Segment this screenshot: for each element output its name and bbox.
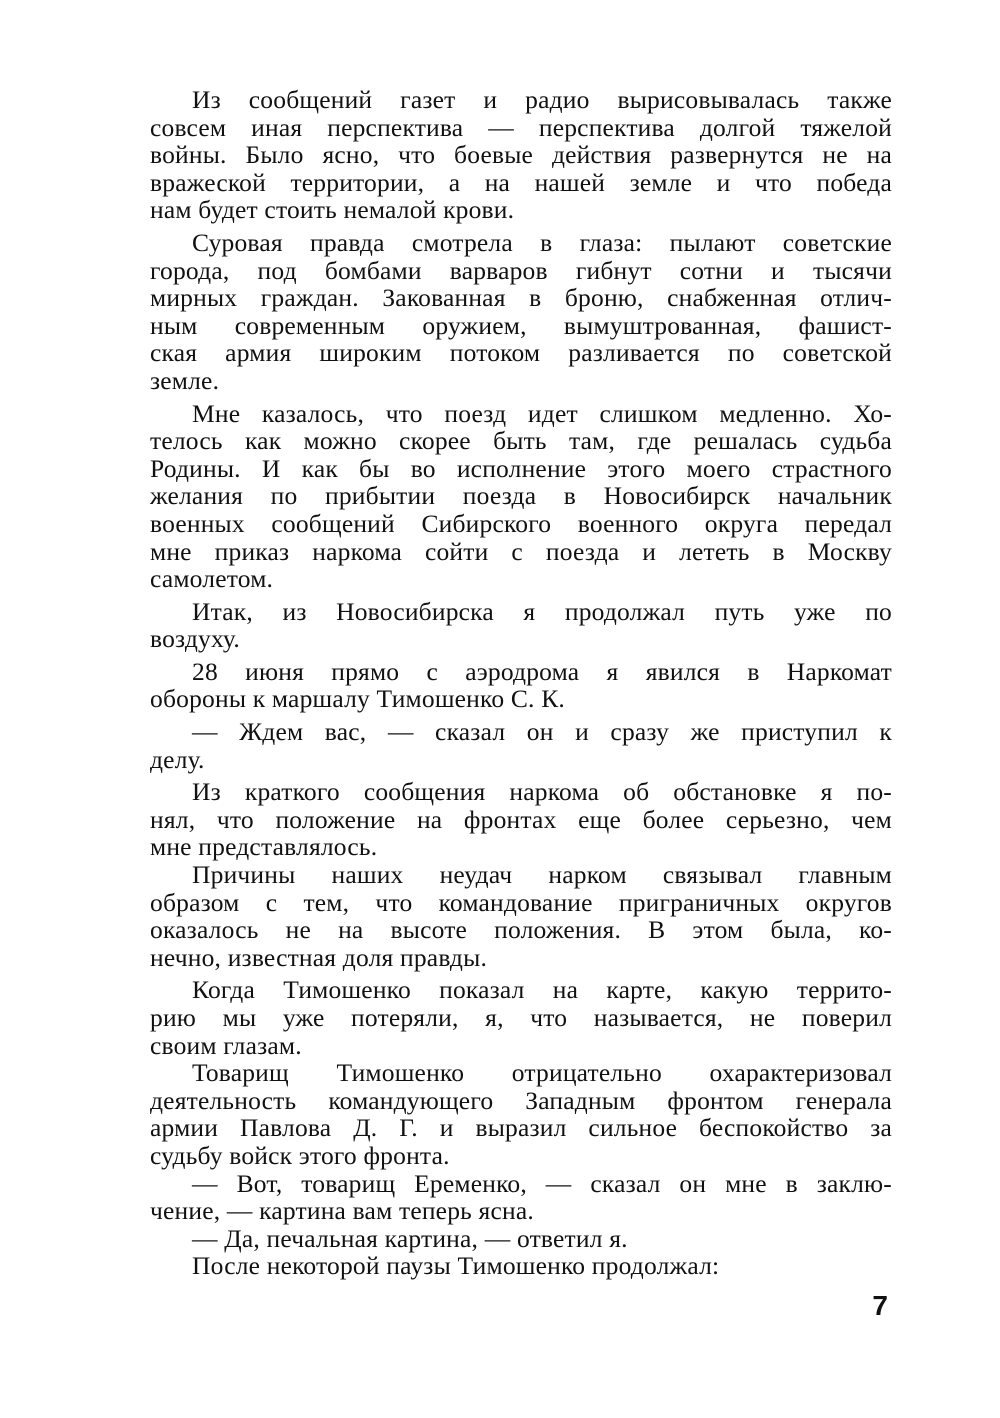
text-line: своим глазам.	[150, 1030, 302, 1060]
text-line: нял, что положение на фронтах еще более серьезно, чем	[150, 804, 892, 834]
paragraph-1	[150, 86, 892, 224]
page-body	[150, 86, 892, 1280]
text-line: ным современным оружием, вымуштрованная, фашист-	[150, 310, 892, 340]
text-line: желания по прибытии поезда в Новосибирск начальник	[150, 481, 892, 511]
text-line: деятельность командующего Западным фронтом генерала	[150, 1085, 892, 1115]
text-line: мне представлялось.	[150, 832, 378, 862]
text-line: Итак, из Новосибирска я продолжал путь уже по	[192, 596, 892, 626]
text-line: Родины. И как бы во исполнение этого моего страстного	[150, 453, 892, 483]
text-line: телось как можно скорее быть там, где решалась судьба	[150, 426, 892, 456]
text-line: города, под бомбами варваров гибнут сотни и тысячи	[150, 255, 892, 285]
paragraph-10	[150, 1059, 892, 1169]
text-line: оказалось не на высоте положения. В этом была, ко-	[150, 915, 892, 945]
text-line: чение, — картина вам теперь ясна.	[150, 1196, 534, 1226]
text-line: совсем иная перспектива — перспектива долгой тяжелой	[150, 112, 892, 142]
text-line: Когда Тимошенко показал на карте, какую террито-	[192, 975, 892, 1005]
text-line: воздуху.	[150, 624, 240, 654]
text-line: Товарищ Тимошенко отрицательно охарактеризовал	[192, 1058, 892, 1088]
text-line: самолетом.	[150, 564, 274, 594]
page-number: 7	[872, 1290, 888, 1321]
text-line: 28 июня прямо с аэродрома я явился в Наркомат	[192, 656, 892, 686]
text-line: вражеской территории, а на нашей земле и что победа	[150, 167, 892, 197]
text-line: — Ждем вас, — сказал он и сразу же приступил к	[192, 717, 892, 747]
text-line: делу.	[150, 744, 205, 774]
paragraph-6	[150, 718, 892, 773]
text-line: Из краткого сообщения наркома об обстановке я по-	[192, 777, 892, 807]
text-line: нечно, известная доля правды.	[150, 942, 488, 972]
text-line: Мне казалось, что поезд идет слишком медленно. Хо-	[192, 398, 892, 428]
text-line: Суровая правда смотрела в глаза: пылают советские	[192, 227, 892, 257]
text-line: обороны к маршалу Тимошенко С. К.	[150, 684, 565, 714]
paragraph-8	[150, 861, 892, 971]
text-line: военных сообщений Сибирского военного округа передал	[150, 508, 892, 538]
text-line: земле.	[150, 365, 220, 395]
paragraph-13	[150, 1252, 892, 1280]
paragraph-9	[150, 976, 892, 1059]
paragraph-12	[150, 1225, 892, 1253]
text-line: мирных граждан. Закованная в броню, снабженная отлич-	[150, 283, 892, 313]
text-line: образом с тем, что командование приграничных округов	[150, 887, 892, 917]
paragraph-5	[150, 658, 892, 713]
text-line: войны. Было ясно, что боевые действия развернутся не на	[150, 140, 892, 170]
text-line: армии Павлова Д. Г. и выразил сильное беспокойство за	[150, 1113, 892, 1143]
paragraph-2	[150, 229, 892, 395]
text-line: рию мы уже потеряли, я, что называется, не поверил	[150, 1003, 892, 1032]
text-line: После некоторой паузы Тимошенко продолжал:	[192, 1251, 720, 1281]
text-line: судьбу войск этого фронта.	[150, 1140, 450, 1170]
text-line: ская армия широким потоком разливается по советской	[150, 338, 892, 368]
text-line: — Вот, товарищ Еременко, — сказал он мне в заклю-	[192, 1168, 892, 1198]
text-line: нам будет стоить немалой крови.	[150, 195, 515, 225]
paragraph-4	[150, 598, 892, 653]
paragraph-3	[150, 400, 892, 593]
text-line: Причины наших неудач нарком связывал главным	[192, 860, 892, 890]
text-line: мне приказ наркома сойти с поезда и лететь в Москву	[150, 536, 892, 566]
paragraph-7	[150, 778, 892, 861]
text-line: — Да, печальная картина, — ответил я.	[192, 1223, 628, 1253]
paragraph-11	[150, 1170, 892, 1225]
text-line: Из сообщений газет и радио вырисовывалась также	[192, 85, 892, 114]
